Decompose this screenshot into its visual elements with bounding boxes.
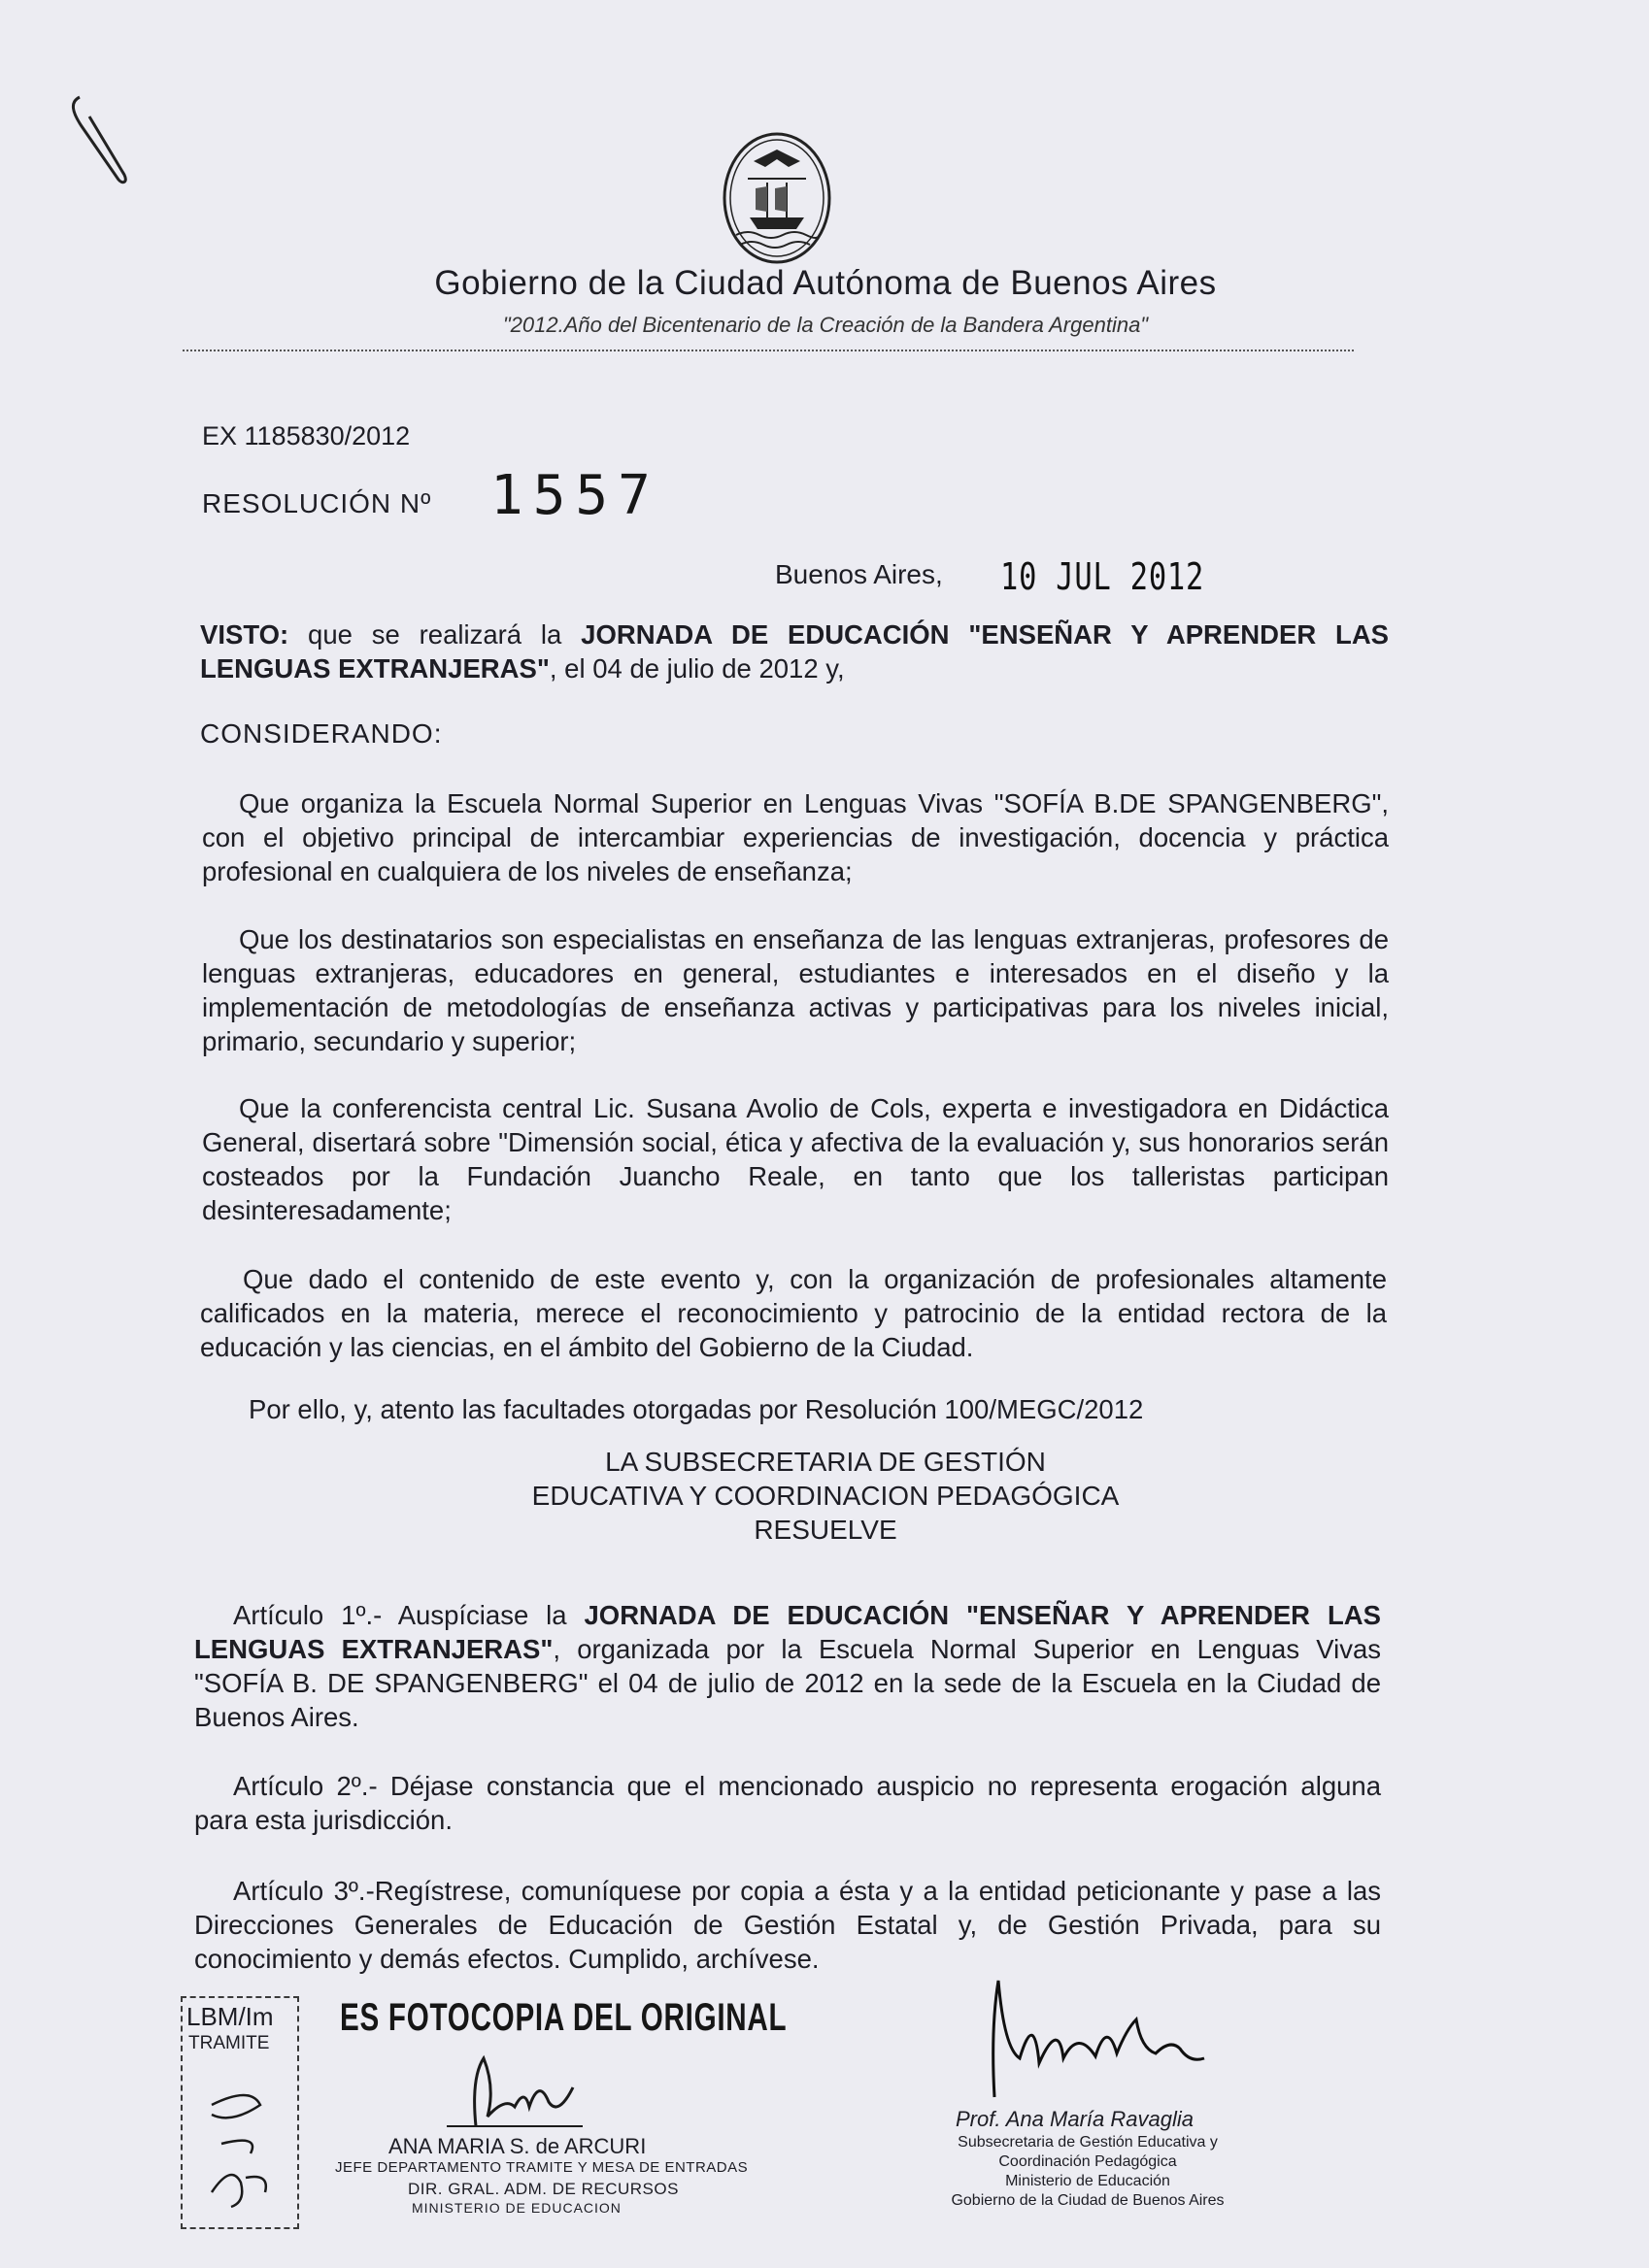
certifier-name: ANA MARIA S. de ARCURI: [388, 2134, 647, 2158]
considerando-paragraph-1: Que organiza la Escuela Normal Superior en Lenguas Vivas "SOFÍA B.DE SPANGENBERG", con el objetivo principal de intercambiar experiencias de investigación, docencia y práctica profesional en cualquiera de los niveles de enseñanza;: [202, 788, 1389, 886]
article-1-lead: Artículo 1º.- Auspíciase la: [233, 1600, 567, 1630]
article-3: Artículo 3º.-Regístrese, comuníquese por copia a ésta y a la entidad peticionante y pase a las Direcciones Generales de Educación de Gestión Estatal y, de Gestión Privada, para su conocimiento y demás efectos. Cumplido, archívese.: [194, 1876, 1381, 1974]
initials-signature: [192, 2085, 289, 2221]
tramite-stamp-initials: LBM/Im: [186, 2002, 274, 2031]
government-motto: "2012.Año del Bicentenario de la Creación de la Bandera Argentina": [502, 313, 1149, 337]
signatory-role-line-2: Coordinación Pedagógica: [998, 2153, 1177, 2170]
place-label: Buenos Aires,: [775, 559, 943, 589]
article-1: [194, 1598, 1381, 1734]
tramite-stamp: [181, 1996, 299, 2229]
certified-copy-stamp: ES FOTOCOPIA DEL ORIGINAL: [340, 1996, 788, 2039]
visto-event-title: JORNADA DE EDUCACIÓN "ENSEÑAR Y APRENDER LAS LENGUAS EXTRANJERAS": [200, 619, 1390, 684]
tramite-stamp-label: TRAMITE: [188, 2033, 270, 2053]
visto-text: que se realizará la: [308, 619, 562, 650]
certifier-signature: [437, 2049, 592, 2138]
paper-clip-mark: [60, 87, 148, 194]
certifier-office: DIR. GRAL. ADM. DE RECURSOS: [408, 2180, 679, 2198]
article-1-rest: , organizada por la Escuela Normal Superior en Lenguas Vivas "SOFÍA B. DE SPANGENBERG" el 04 de julio de 2012 en la sede de la Escuela en la Ciudad de Buenos Aires.: [194, 1634, 1382, 1732]
signatory-signature: [981, 1971, 1214, 2107]
visto-label: VISTO:: [200, 619, 289, 650]
header-divider: [183, 350, 1354, 351]
signatory-role-line-1: Subsecretaria de Gestión Educativa y: [958, 2134, 1218, 2151]
article-1-event-title: JORNADA DE EDUCACIÓN "ENSEÑAR Y APRENDER LAS LENGUAS EXTRANJERAS": [194, 1600, 1381, 1664]
expediente-number: EX 1185830/2012: [202, 421, 411, 450]
signatory-government: Gobierno de la Ciudad de Buenos Aires: [951, 2192, 1225, 2209]
considerando-paragraph-2: Que los destinatarios son especialistas en enseñanza de las lenguas extranjeras, profesores de lenguas extranjeras, educadores en general, estudiantes e interesados en el diseño y la implementación de metodologías de enseñanza activas y participativas para los niveles inicial, primario, secundario y superior;: [202, 924, 1389, 1056]
authority-line-2: EDUCATIVA Y COORDINACION PEDAGÓGICA: [531, 1481, 1120, 1511]
signatory-ministry: Ministerio de Educación: [1005, 2173, 1170, 2189]
city-coat-of-arms-icon: [719, 128, 835, 268]
resolution-number: 1557: [490, 464, 660, 527]
certifier-role: JEFE DEPARTAMENTO TRAMITE Y MESA DE ENTRADAS: [335, 2159, 749, 2176]
resolution-label: RESOLUCIÓN Nº: [202, 488, 432, 518]
considerando-paragraph-4: Que dado el contenido de este evento y, con la organización de profesionales altamente calificados en la materia, merece el reconocimiento y patrocinio de la entidad rectora de la educación y las ciencias, en el ámbito del Gobierno de la Ciudad.: [200, 1264, 1387, 1362]
certifier-ministry: MINISTERIO DE EDUCACION: [412, 2200, 622, 2216]
authority-line-1: LA SUBSECRETARIA DE GESTIÓN: [605, 1447, 1046, 1477]
considerando-heading: CONSIDERANDO:: [200, 718, 443, 749]
government-title: Gobierno de la Ciudad Autónoma de Buenos Aires: [434, 264, 1217, 302]
authority-resuelve: RESUELVE: [754, 1515, 897, 1545]
considerando-paragraph-3: Que la conferencista central Lic. Susana Avolio de Cols, experta e investigadora en Didáctica General, disertará sobre "Dimensión social, ética y afectiva de la evaluación y, sus honorarios serán costeados por la Fundación Juancho Reale, en tanto que los talleristas participan desinteresadamente;: [202, 1093, 1389, 1225]
visto-paragraph: [200, 617, 1389, 685]
date-stamp: 10 JUL 2012: [1000, 555, 1205, 598]
por-ello-paragraph: Por ello, y, atento las facultades otorgadas por Resolución 100/MEGC/2012: [249, 1394, 1144, 1424]
article-2: Artículo 2º.- Déjase constancia que el mencionado auspicio no representa erogación alguna para esta jurisdicción.: [194, 1771, 1381, 1835]
signatory-name: Prof. Ana María Ravaglia: [956, 2107, 1194, 2131]
visto-rest: , el 04 de julio de 2012 y,: [549, 653, 845, 684]
